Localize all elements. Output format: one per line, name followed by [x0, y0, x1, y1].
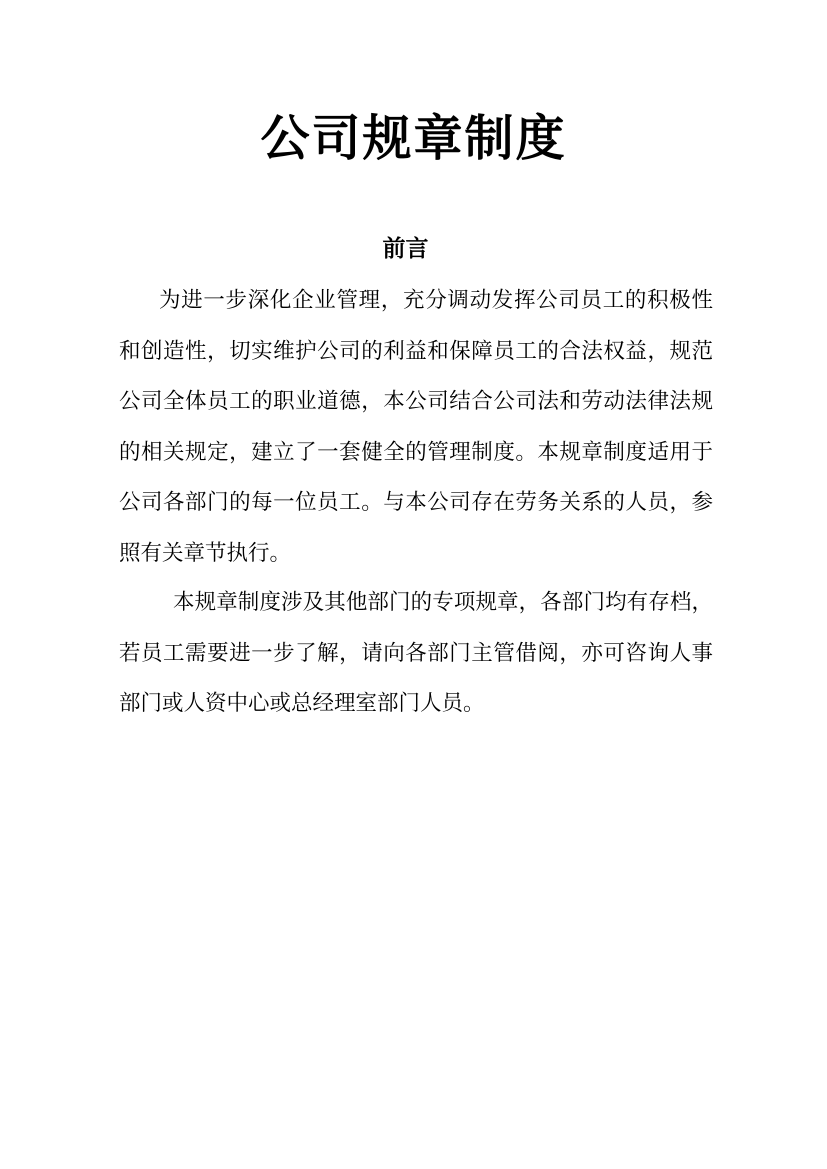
preface-paragraph-2: 本规章制度涉及其他部门的专项规章，各部门均有存档，若员工需要进一步了解，请向各部门主管借阅，亦可咨询人事部门或人资中心或总经理室部门人员。: [119, 590, 713, 716]
preface-paragraph-1: 为进一步深化企业管理，充分调动发挥公司员工的积极性和创造性，切实维护公司的利益和保障员工的合法权益，规范公司全体员工的职业道德，本公司结合公司法和劳动法律法规的相关规定，建立了一套健全的管理制度。本规章制度适用于公司各部门的每一位员工。与本公司存在劳务关系的人员，参照有关章节执行。: [119, 288, 713, 566]
document-title: 公司规章制度: [260, 110, 567, 167]
section-heading-preface: 前言: [382, 235, 429, 262]
